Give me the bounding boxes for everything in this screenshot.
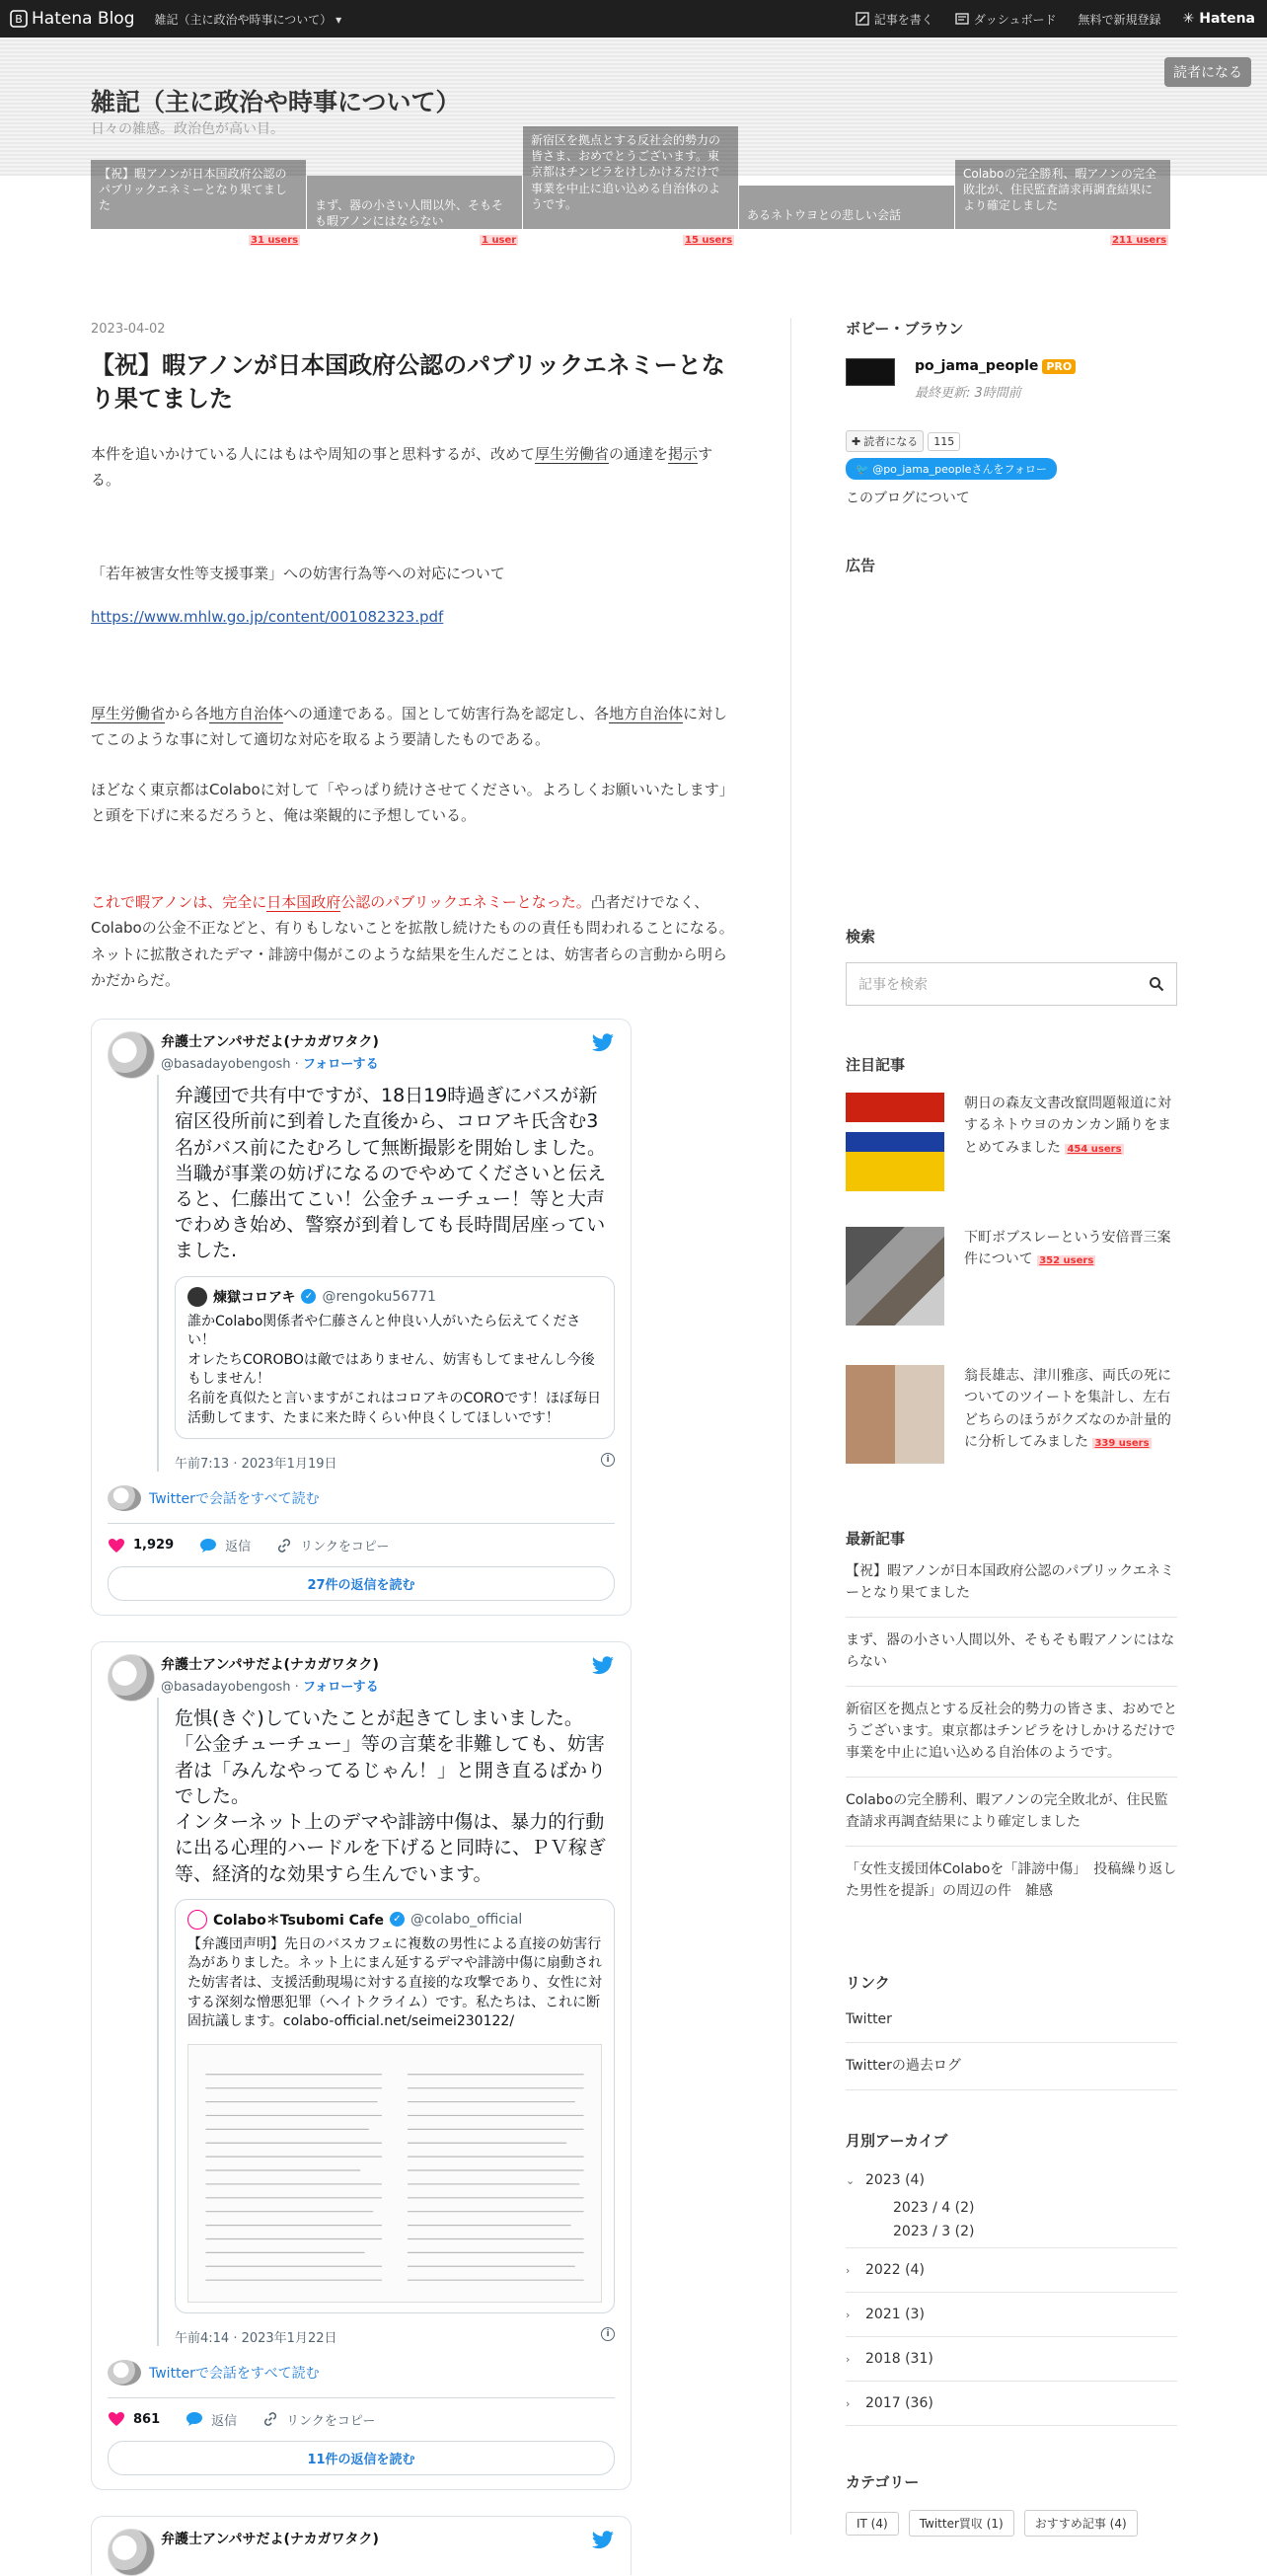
blog-select-label: 雑記（主に政治や時事について） [154, 12, 333, 27]
category-module [846, 2471, 1177, 2537]
conversation-avatar [108, 2360, 141, 2386]
text: 凸者だけでなく、Colaboの公金不正などと、有りもしないことを拡散し続けたものの責任も問われることになる。ネットに拡散されたデマ・誹謗中傷がこのような結果を生んだことは、妨害者らの言動から明らかだからだ。 [91, 893, 734, 989]
tweet-text: 危惧(きぐ)していたことが起きてしまいました。 「公金チューチュー」等の言葉を非難しても、妨害者は「みんなやってるじゃん！」と開き直るばかりでした。 インターネット上のデマや誹謗中傷は、暴力的行動に出る心理的ハードルを下げると同時に、ＰＶ稼ぎ等、経済的な効果すら生んでいます。 [175, 1707, 607, 1885]
archive-year[interactable] [846, 2382, 1177, 2426]
paragraph-prediction: ほどなく東京都はColaboに対して「やっぱり続けさせてください。よろしくお願いいたします」と頭を下げに来るだろうと、俺は楽観的に予想している。 [91, 780, 734, 824]
like-button[interactable] [108, 2411, 160, 2427]
hot-entry[interactable] [846, 1227, 1177, 1326]
read-replies-button[interactable]: 11件の返信を読む [108, 2441, 615, 2475]
handle[interactable]: @basadayobengosh [161, 1680, 291, 1696]
text: の通達を [609, 445, 669, 464]
read-conversation-label: Twitterで会話をすべて読む [149, 2365, 320, 2382]
hot-heading: 注目記事 [846, 1056, 906, 1074]
embedded-tweet[interactable] [91, 1019, 632, 1616]
profile-module [846, 318, 1177, 507]
heart-icon [108, 2411, 125, 2427]
recent-heading: 最新記事 [846, 1530, 906, 1548]
hot-entry[interactable] [846, 1365, 1177, 1464]
about-blog-link[interactable]: このブログについて [846, 491, 970, 506]
profile-name[interactable] [915, 358, 1076, 374]
caret-down-icon: ▾ [335, 12, 342, 27]
hot-entry-thumbnail[interactable] [846, 1227, 944, 1326]
conversation-avatar [108, 1485, 141, 1511]
archive-month-link[interactable]: 2023 / 3 (2) [846, 2220, 1177, 2248]
keyword-link[interactable]: 掲示 [668, 445, 699, 464]
twitter-bird-icon: 🐦 [856, 463, 873, 476]
verified-badge-icon: ✓ [301, 1289, 316, 1304]
like-count: 861 [133, 2411, 161, 2427]
category-tag[interactable]: おすすめ記事 (4) [1024, 2510, 1138, 2537]
featured-entry-title: あるネトウヨとの悲しい会話 [747, 208, 902, 222]
links-module [846, 1972, 1177, 2090]
featured-users-badge[interactable]: 31 users [251, 235, 299, 246]
blog-title[interactable]: 雑記（主に政治や時事について） [91, 88, 461, 116]
header-follow-button[interactable]: 読者になる [1164, 57, 1251, 87]
paragraph-url [91, 604, 740, 630]
search-module [846, 926, 1177, 1006]
dashboard-label: ダッシュボード [973, 12, 1057, 27]
recent-entry-link[interactable]: まず、器の小さい人間以外、そもそも暇アノンにはならない [846, 1618, 1177, 1687]
tweet-author-avatar[interactable] [108, 1031, 155, 1079]
featured-entry-1[interactable] [91, 160, 306, 229]
hot-entry-users[interactable]: 454 users [1067, 1143, 1122, 1155]
column-divider [790, 318, 791, 2535]
copy-link-button[interactable] [262, 2410, 375, 2429]
search-placeholder: 記事を検索 [858, 977, 928, 993]
subscribe-label: 読者になる [863, 435, 919, 448]
twitter-bird-icon[interactable] [591, 1656, 615, 1676]
recent-entry-link[interactable]: Colaboの完全勝利、暇アノンの完全敗北が、住民監査請求再調査結果により確定しました [846, 1778, 1177, 1847]
tweet-timestamp-row [175, 1453, 615, 1472]
tweet-author-name[interactable]: 弁護士アンパサだよ(ナカガワタク) [161, 1034, 379, 1051]
recent-entry-link[interactable]: 新宿区を拠点とする反社会的勢力の皆さま、おめでとうございます。東京都はチンピラをけしかけるだけで事業を中止に追い込める自治体のようです。 [846, 1687, 1177, 1778]
chevron-right-icon: › [846, 2396, 851, 2410]
blog-description: 日々の雑感。政治色が高い目。 [91, 121, 284, 137]
keyword-link[interactable]: 日本国政府 [266, 893, 341, 912]
keyword-link[interactable]: 地方自治体 [609, 705, 684, 723]
tweet-timestamp[interactable]: 午前7:13 · 2023年1月19日 [175, 1457, 337, 1473]
embedded-tweet[interactable] [91, 2516, 632, 2575]
quoted-tweet-text: 【弁護団声明】先日のバスカフェに複数の男性による直接の妨害行為がありました。ネット上にまん延するデマや誹謗中傷に扇動された妨害者は、支援活動現場に対する直接的な攻撃であり、女性に対する深刻な憎悪犯罪（ヘイトクライム）です。私たちは、これに断固抗議します。colabo-official.net/seimei230122/ [187, 1935, 602, 2030]
twitter-follow-button[interactable] [846, 458, 1057, 480]
search-input[interactable] [846, 962, 1177, 1006]
read-conversation-link[interactable] [108, 1485, 615, 1511]
archive-module [846, 2130, 1177, 2426]
reply-icon [199, 1538, 217, 1553]
paragraph-notice-title: 「若年被害女性等支援事業」への妨害行為等への対応について [91, 564, 505, 582]
hot-entry-users[interactable]: 352 users [1039, 1255, 1094, 1267]
post-date[interactable]: 2023-04-02 [91, 322, 166, 337]
heart-icon [108, 1538, 125, 1553]
external-link[interactable]: Twitterの過去ログ [846, 2043, 1177, 2089]
tweet-timestamp-row [175, 2327, 615, 2346]
ad-module [846, 555, 1177, 575]
quoted-tweet[interactable] [175, 1899, 615, 2313]
red-text: 公認のパブリックエネミーとなった。 [340, 893, 591, 912]
quoted-author-name: Colabo＊Tsubomi Cafe [213, 1912, 384, 1929]
like-button[interactable] [108, 1538, 174, 1553]
archive-year-2023[interactable] [846, 2164, 1177, 2196]
recent-entry-link[interactable]: 【祝】暇アノンが日本国政府公認のパブリックエネミーとなり果てました [846, 1549, 1177, 1618]
like-count: 1,929 [133, 1538, 175, 1553]
featured-entry-4[interactable] [739, 186, 954, 229]
tweet-author-avatar[interactable] [108, 1654, 155, 1702]
external-link[interactable]: Twitter [846, 1997, 1177, 2043]
copy-link-label: リンクをコピー [300, 1540, 390, 1555]
write-article-link[interactable] [856, 11, 933, 28]
handle[interactable]: @basadayobengosh [161, 1057, 291, 1073]
copy-link-label: リンクをコピー [286, 2413, 376, 2429]
hot-entries-module [846, 1054, 1177, 1464]
search-heading: 検索 [846, 928, 876, 946]
hot-entry-title[interactable]: 下町ボブスレーという安倍晋三案件について [964, 1230, 1171, 1268]
profile-avatar[interactable] [846, 358, 895, 386]
twitter-follow-label: @po_jama_peopleさんをフォロー [872, 463, 1047, 476]
reply-label: 返信 [211, 2413, 238, 2429]
quoted-tweet[interactable] [175, 1276, 615, 1440]
tweet-follow-link[interactable]: フォローする [302, 1680, 379, 1696]
featured-entry-title: 【祝】暇アノンが日本国政府公認のパブリックエネミーとなり果てました [99, 167, 287, 213]
hot-entry-thumbnail[interactable] [846, 1365, 944, 1464]
profile-name-label: po_jama_people [915, 358, 1039, 374]
tweet-author-name[interactable]: 弁護士アンパサだよ(ナカガワタク) [161, 2531, 379, 2547]
top-navbar [0, 0, 1267, 38]
link-icon [262, 2411, 278, 2427]
verified-badge-icon: ✓ [390, 1912, 405, 1927]
tweet-author-handle: @basadayobengosh · フォローする [161, 1057, 379, 1073]
paragraph-conclusion [91, 889, 740, 993]
featured-entry-3[interactable] [523, 126, 738, 229]
subscribe-button[interactable] [846, 430, 924, 452]
tweet-author-handle: @basadayobengosh · フォローする [161, 1680, 379, 1696]
archive-heading: 月別アーカイブ [846, 2132, 948, 2150]
last-updated: 最終更新: 3時間前 [915, 386, 1021, 401]
paragraph-intro [91, 441, 740, 493]
text: 本件を追いかけている人にはもはや周知の事と思料するが、改めて [91, 445, 536, 464]
hatena-star-icon: ✳ [1182, 11, 1195, 27]
twitter-bird-icon[interactable] [591, 1033, 615, 1053]
featured-entry-2[interactable] [307, 176, 522, 229]
featured-entry-title: 新宿区を拠点とする反社会的勢力の皆さま、おめでとうございます。東京都はチンピラをけしかけるだけで事業を中止に追い込める自治体のようです。 [531, 133, 721, 211]
ad-heading: 広告 [846, 557, 876, 574]
archive-year-label: 2021 (3) [865, 2307, 925, 2322]
document-thumbnail [188, 2045, 601, 2302]
copy-link-button[interactable] [276, 1536, 389, 1554]
hatena-brand-link[interactable] [1183, 11, 1256, 27]
archive-year-label: 2022 (4) [865, 2262, 925, 2278]
post-title[interactable]: 【祝】暇アノンが日本国政府公認のパブリックエネミーとなり果てました [91, 351, 725, 414]
info-icon[interactable]: i [601, 2327, 615, 2341]
keyword-link[interactable]: 厚生労働省 [535, 445, 610, 464]
category-tag[interactable]: Twitter買収 (1) [909, 2510, 1014, 2537]
red-text: これで暇アノンは、完全に [91, 893, 267, 912]
tweet-timestamp[interactable]: 午前4:14 · 2023年1月22日 [175, 2330, 337, 2346]
reply-label: 返信 [225, 1540, 252, 1555]
featured-users-badge[interactable]: 15 users [685, 235, 733, 246]
paragraph-notice-desc [91, 701, 740, 753]
read-conversation-link[interactable] [108, 2360, 615, 2386]
write-article-label: 記事を書く [873, 12, 933, 27]
chevron-right-icon: › [846, 2308, 851, 2321]
text: から各 [165, 705, 210, 723]
hatena-logo-icon [10, 10, 28, 28]
tweet-follow-link[interactable]: フォローする [302, 1057, 379, 1073]
embedded-tweet[interactable] [91, 1641, 632, 2490]
hatena-blog-logo[interactable] [10, 9, 135, 29]
link-icon [276, 1538, 292, 1553]
blog-header [0, 38, 1267, 270]
archive-year-label: 2023 (4) [865, 2172, 925, 2188]
category-heading: カテゴリー [846, 2473, 920, 2491]
blog-select-dropdown[interactable] [155, 11, 342, 28]
featured-entry-title: Colaboの完全勝利、暇アノンの完全敗北が、住民監査請求再調査結果により確定しました [963, 167, 1156, 213]
read-conversation-label: Twitterで会話をすべて読む [149, 1491, 320, 1508]
links-heading: リンク [846, 1974, 890, 1992]
keyword-link[interactable]: 地方自治体 [209, 705, 284, 723]
chevron-right-icon: › [846, 2263, 851, 2277]
reply-button[interactable] [199, 1536, 251, 1554]
signup-label: 無料で新規登録 [1078, 12, 1161, 27]
text: への通達である。国として妨害行為を認定し、各 [283, 705, 610, 723]
quoted-author-handle: @colabo_official [410, 1911, 523, 1928]
hatena-brand-label: Hatena [1199, 11, 1255, 27]
dashboard-icon [955, 12, 969, 26]
recent-entries-module [846, 1528, 1177, 1914]
archive-year[interactable] [846, 2293, 1177, 2337]
featured-users-badge[interactable]: 211 users [1112, 235, 1167, 246]
reply-button[interactable] [186, 2410, 237, 2429]
pro-badge: PRO [1042, 359, 1076, 374]
hot-entry-thumbnail[interactable] [846, 1093, 944, 1191]
featured-entry-title: まず、器の小さい人間以外、そもそも暇アノンにはならない [315, 198, 504, 229]
quoted-author-avatar [187, 1910, 207, 1930]
dashboard-link[interactable] [955, 11, 1057, 28]
plus-icon: ✚ [852, 434, 861, 448]
category-tag[interactable]: IT (4) [846, 2512, 899, 2536]
reply-icon [186, 2411, 203, 2427]
featured-entry-5[interactable] [955, 160, 1170, 229]
archive-year[interactable] [846, 2248, 1177, 2293]
recent-entry-link[interactable]: 「女性支援団体Colaboを「誹謗中傷」 投稿繰り返した男性を提訴」の周辺の件 雑感 [846, 1860, 1177, 1899]
read-replies-button[interactable]: 27件の返信を読む [108, 1566, 615, 1601]
subscriber-count[interactable]: 115 [928, 432, 960, 451]
text: に対してこのような事に対して適切な対応を取るよう要請したものである。 [91, 705, 728, 749]
archive-year-label: 2018 (31) [865, 2351, 933, 2367]
search-icon[interactable] [1149, 976, 1164, 992]
chevron-down-icon: ⌄ [846, 2173, 856, 2187]
text: する。 [91, 445, 713, 490]
tweet-text: 弁護団で共有中ですが、18日19時過ぎにバスが新宿区役所前に到着した直後から、コロアキ氏含む3名がバス前にたむろして無断撮影を開始しました。当職が事業の妨げになるのでやめてくださいと伝えると、仁藤出てこい！公金チューチュー！等と大声でわめき始め、警察が到着しても長時間居座っていました. [175, 1085, 607, 1262]
archive-year[interactable] [846, 2337, 1177, 2382]
quoted-tweet-text: 誰かColabo関係者や仁藤さんと仲良い人がいたら伝えてください！ オレたちCOROBOは敵ではありません、妨害もしてませんし今後もしません！ 名前を真似たと言いますがこれはコロアキのCOROです！ほぼ毎日活動してます、たまに来た時くらい仲良くしてほしいです！ [187, 1313, 601, 1426]
mhlw-pdf-link[interactable]: https://www.mhlw.go.jp/content/001082323.pdf [91, 607, 444, 626]
tweet-author-avatar[interactable] [108, 2529, 155, 2576]
hatena-blog-logo-text: Hatena Blog [32, 9, 135, 29]
profile-heading: ボビー・ブラウン [846, 320, 964, 338]
pencil-icon [856, 12, 869, 26]
signup-link[interactable] [1078, 11, 1160, 28]
archive-month-link[interactable]: 2023 / 4 (2) [893, 2200, 975, 2216]
quoted-author-avatar [187, 1287, 207, 1307]
hot-entry[interactable] [846, 1093, 1177, 1191]
article [91, 318, 740, 2575]
archive-year-label: 2017 (36) [865, 2395, 933, 2411]
chevron-right-icon: › [846, 2352, 851, 2366]
statement-document-image[interactable] [187, 2044, 602, 2303]
tweet-author-name[interactable]: 弁護士アンパサだよ(ナカガワタク) [161, 1657, 379, 1674]
hot-entry-users[interactable]: 339 users [1094, 1438, 1150, 1450]
quoted-author-name: 煉獄コロアキ [213, 1289, 296, 1306]
hot-entry-title[interactable]: 翁長雄志、津川雅彦、両氏の死についてのツイートを集計し、左右どちらのほうがクズなのか計量的に分析してみました [964, 1368, 1171, 1451]
info-icon[interactable]: i [601, 1453, 615, 1467]
twitter-bird-icon[interactable] [591, 2531, 615, 2550]
quoted-author-handle: @rengoku56771 [322, 1288, 436, 1305]
keyword-link[interactable]: 厚生労働省 [91, 705, 166, 723]
featured-users-badge[interactable]: 1 user [482, 235, 517, 246]
svg-text:B: B [15, 13, 23, 26]
hot-entry-title[interactable]: 朝日の森友文書改竄問題報道に対するネトウヨのカンカン踊りをまとめてみました [964, 1096, 1171, 1156]
